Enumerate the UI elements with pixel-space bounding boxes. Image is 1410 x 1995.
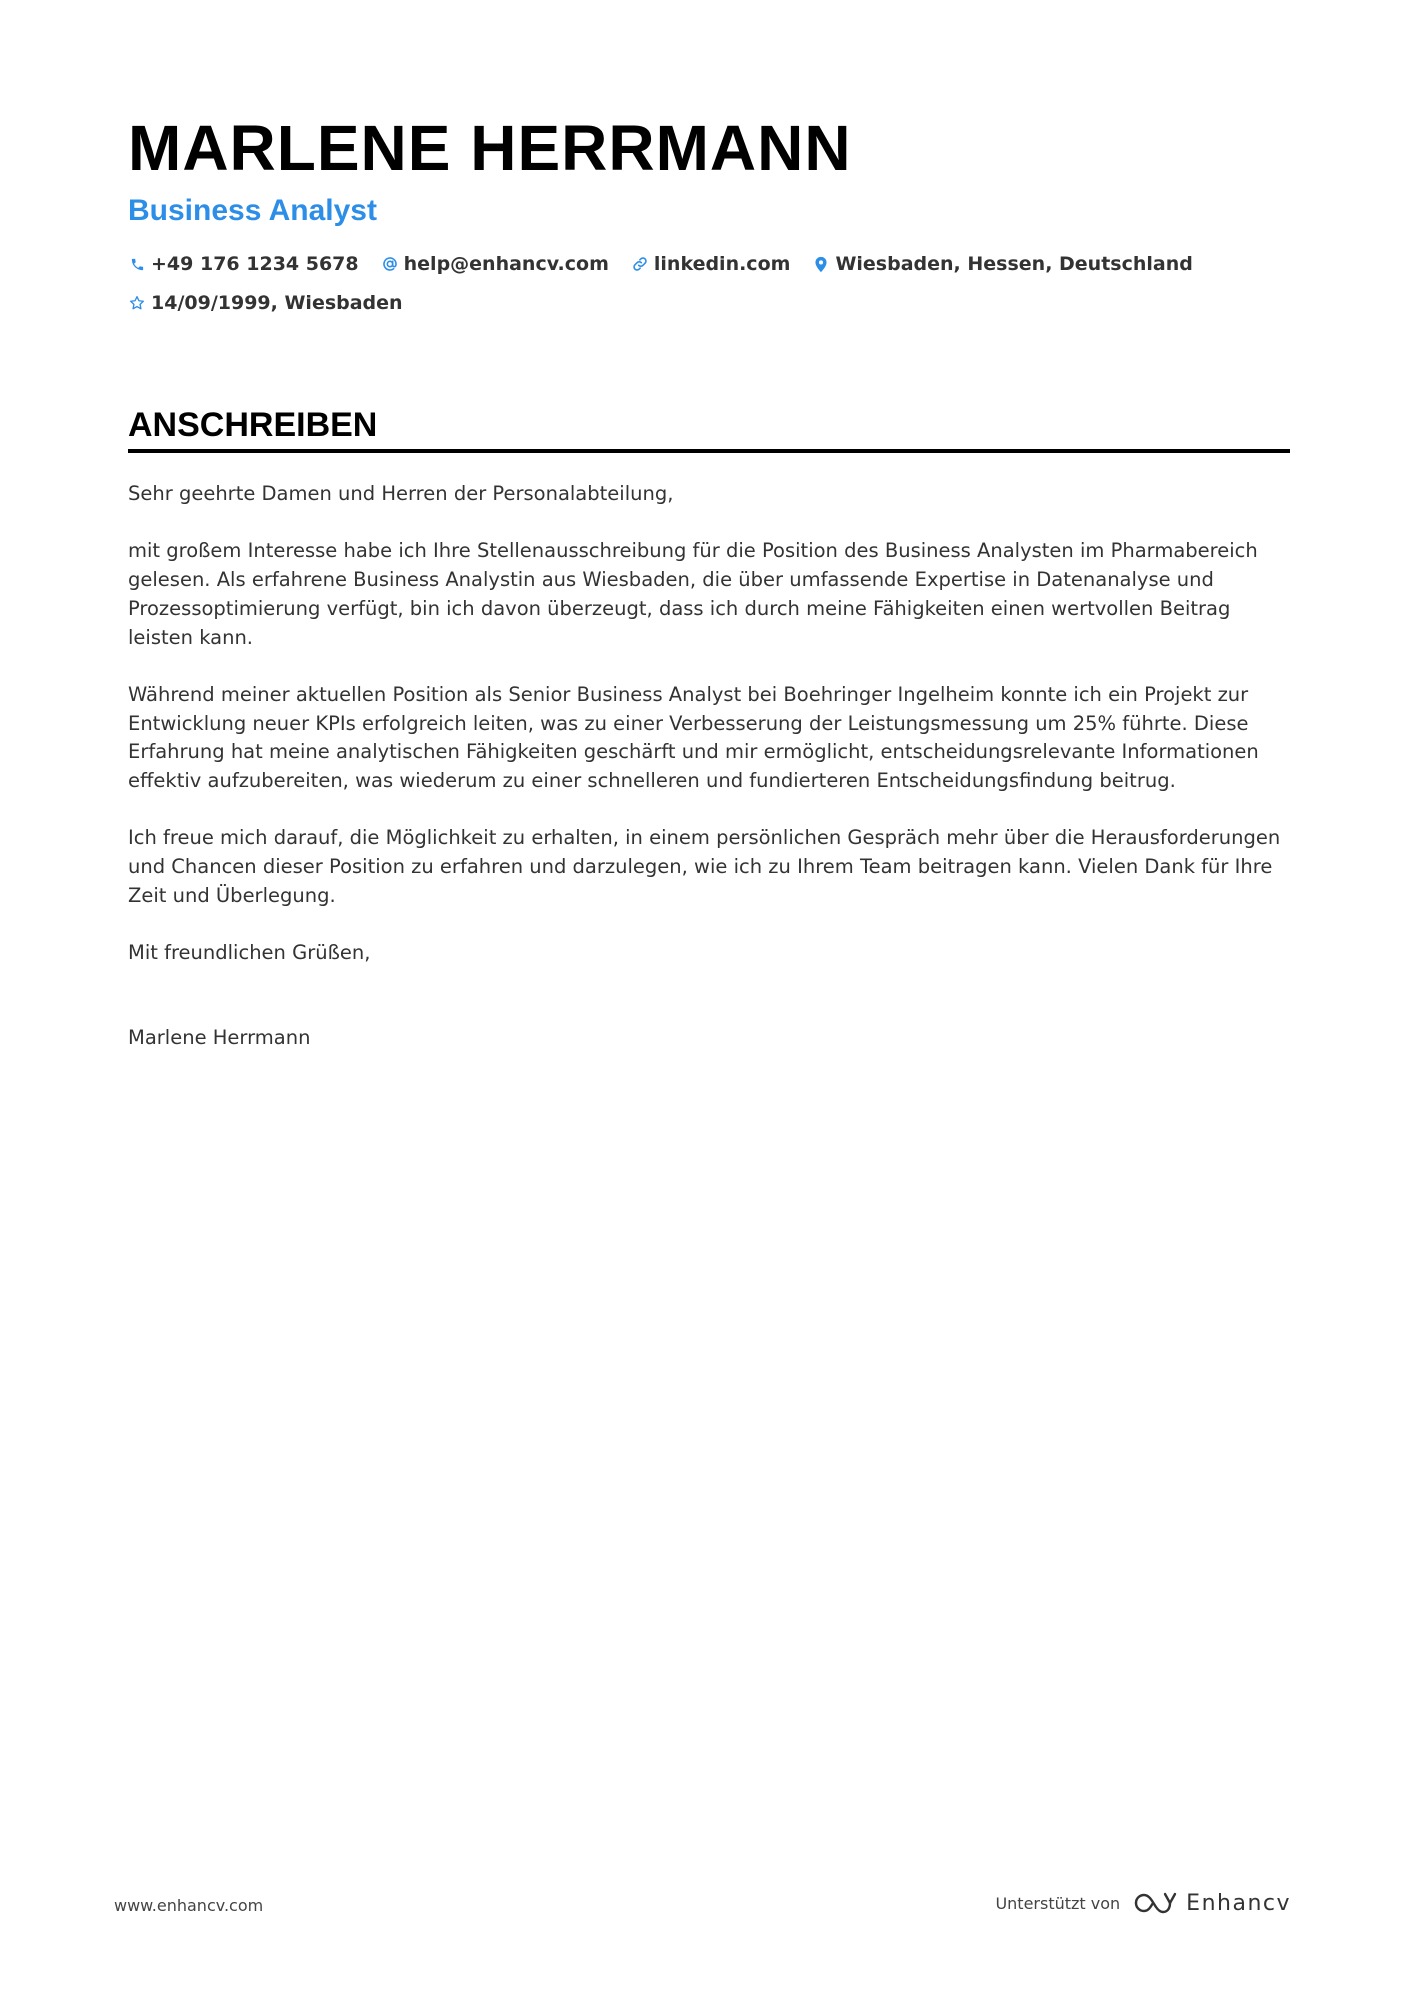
map-pin-icon	[812, 255, 830, 273]
linkedin-text[interactable]: linkedin.com	[653, 253, 791, 275]
contact-row	[128, 253, 1215, 275]
enhancv-brand-name: Enhancv	[1186, 1890, 1291, 1916]
footer-website[interactable]: www.enhancv.com	[114, 1896, 264, 1915]
letter-paragraph: Ich freue mich darauf, die Möglichkeit zu erhalten, in einem persönlichen Gespräch mehr über die Herausforderungen und Chancen dieser Position zu erfahren und darzulegen, wie ich zu Ihrem Team beitragen kann. Vielen Dank für Ihre Zeit und Überlegung.	[128, 826, 1281, 907]
enhancv-logo-icon	[1132, 1890, 1178, 1916]
email-text[interactable]: help@enhancv.com	[403, 253, 609, 275]
letter-signature: Marlene Herrmann	[128, 1025, 311, 1049]
job-title: Business Analyst	[128, 194, 377, 227]
birth-text: 14/09/1999, Wiesbaden	[151, 292, 403, 314]
contact-phone	[128, 253, 359, 275]
section-divider	[128, 449, 1290, 453]
contact-birth	[128, 292, 403, 314]
footer-branding	[995, 1890, 1291, 1916]
at-icon	[381, 255, 399, 273]
contact-email[interactable]	[381, 253, 609, 275]
letter-greeting: Sehr geehrte Damen und Herren der Personalabteilung,	[128, 482, 674, 505]
powered-by-label: Unterstützt von	[995, 1893, 1121, 1913]
location-text: Wiesbaden, Hessen, Deutschland	[835, 253, 1193, 275]
letter-body	[128, 480, 1290, 1081]
star-icon	[128, 294, 146, 312]
enhancv-logo[interactable]	[1132, 1890, 1291, 1916]
link-icon	[631, 255, 649, 273]
candidate-name: MARLENE HERRMANN	[128, 112, 852, 184]
contact-linkedin[interactable]	[631, 253, 791, 275]
letter-closing: Mit freundlichen Grüßen,	[128, 941, 371, 965]
phone-icon	[128, 255, 146, 273]
letter-paragraph: mit großem Interesse habe ich Ihre Stellenausschreibung für die Position des Business Analysten im Pharmabereich gelesen. Als erfahrene Business Analystin aus Wiesbaden, die über umfassende Expertise in Datenanalyse und Prozessoptimierung verfügt, bin ich davon überzeugt, dass ich durch meine Fähigkeiten einen wertvollen Beitrag leisten kann.	[128, 539, 1258, 649]
contact-location	[812, 253, 1192, 275]
contact-row-secondary	[128, 292, 425, 314]
phone-text: +49 176 1234 5678	[151, 253, 359, 275]
section-title: ANSCHREIBEN	[128, 406, 378, 444]
letter-paragraph: Während meiner aktuellen Position als Senior Business Analyst bei Boehringer Ingelheim konnte ich ein Projekt zur Entwicklung neuer KPIs erfolgreich leiten, was zu einer Verbesserung der Leistungsmessung um 25% führte. Diese Erfahrung hat meine analytischen Fähigkeiten geschärft und mir ermöglicht, entscheidungsrelevante Informationen effektiv aufzubereiten, was wiederum zu einer schnelleren und fundierteren Entscheidungsfindung beitrug.	[128, 682, 1259, 792]
